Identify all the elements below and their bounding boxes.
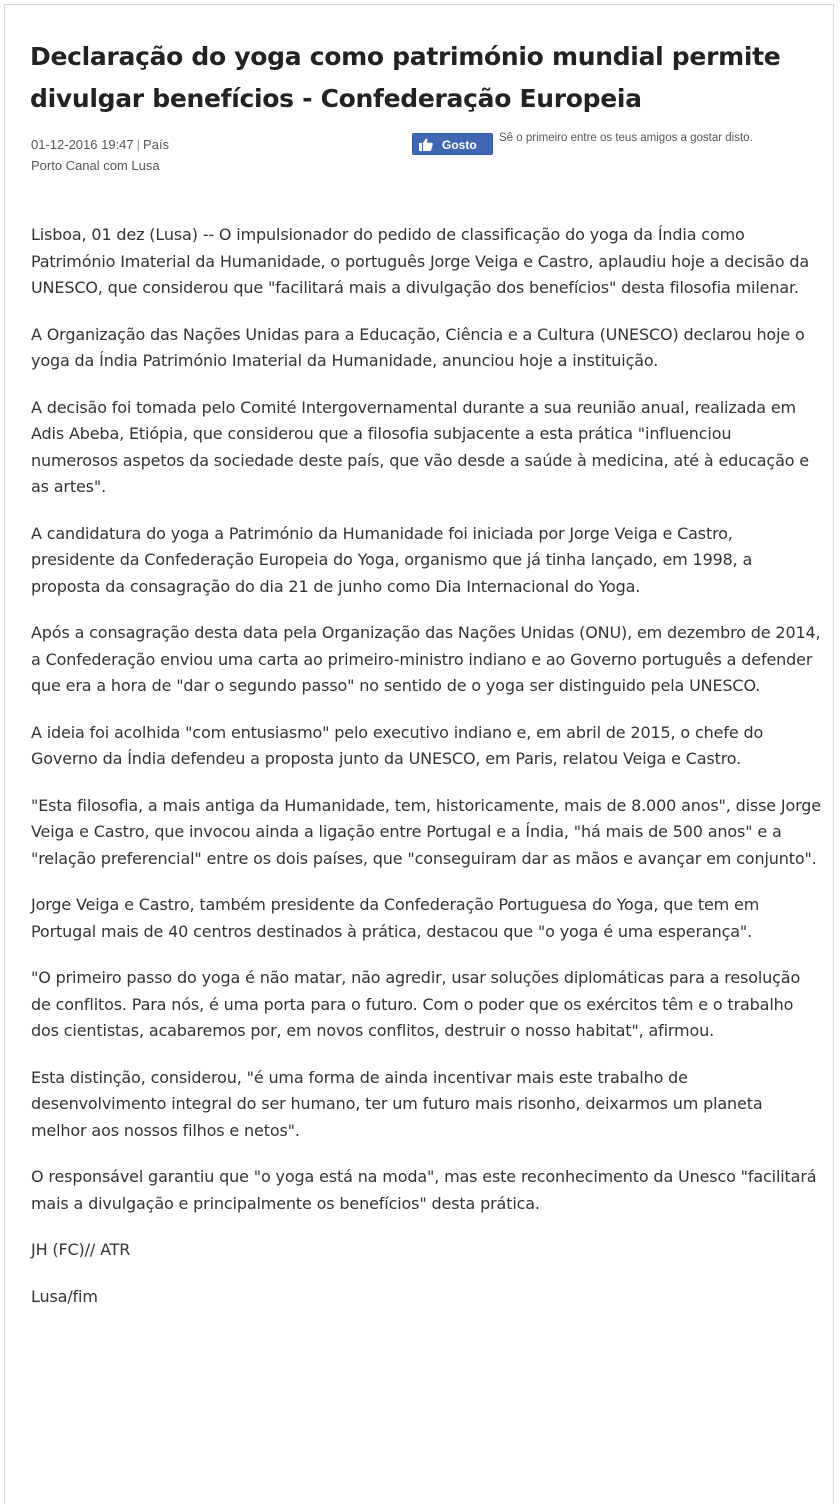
article-section-link[interactable]: País <box>143 137 170 152</box>
facebook-like-button[interactable] <box>412 133 493 155</box>
article-meta <box>31 134 169 176</box>
article-paragraph: Lusa/fim <box>31 1286 98 1306</box>
facebook-like-widget <box>412 131 812 171</box>
thumbs-up-icon <box>419 138 433 151</box>
article-paragraph: O responsável garantiu que "o yoga está na moda", mas este reconhecimento da Unesco "facilitará mais a divulgação e principalmente os benefícios" desta prática. <box>31 1167 817 1213</box>
article-paragraph: "Esta filosofia, a mais antiga da Humanidade, tem, historicamente, mais de 8.000 anos", disse Jorge Veiga e Castro, que invocou ainda a ligação entre Portugal e a Índia, "há mais de 500 anos" e a "relação preferencial" entre os dois países, que "conseguiram dar as mãos e avançar em conjunto". <box>31 795 821 868</box>
article-paragraph: Após a consagração desta data pela Organização das Nações Unidas (ONU), em dezembro de 2014, a Confederação enviou uma carta ao primeiro-ministro indiano e ao Governo português a defender que era a hora de "dar o segundo passo" no sentido de o yoga ser distinguido pela UNESCO. <box>31 623 821 695</box>
like-button-label: Gosto <box>442 138 477 152</box>
meta-separator: | <box>136 137 141 152</box>
article-paragraph: Jorge Veiga e Castro, também presidente da Confederação Portuguesa do Yoga, que tem em Portugal mais de 40 centros destinados à prática, destacou que "o yoga é uma esperança". <box>31 895 760 941</box>
facebook-social-text: Sê o primeiro entre os teus amigos a gostar disto. <box>499 132 753 144</box>
article-paragraph: A ideia foi acolhida "com entusiasmo" pelo executivo indiano e, em abril de 2015, o chefe do Governo da Índia defendeu a proposta junto da UNESCO, em Paris, relatou Veiga e Castro. <box>31 722 764 768</box>
article-paragraph: Esta distinção, considerou, "é uma forma de ainda incentivar mais este trabalho de desenvolvimento integral do ser humano, ter um futuro mais risonho, deixarmos um planeta melhor aos nossos filhos e netos". <box>31 1067 763 1140</box>
article-paragraph: JH (FC)// ATR <box>31 1240 131 1259</box>
article-datetime: 01-12-2016 19:47 <box>31 137 134 152</box>
article-body <box>31 222 821 1330</box>
article-paragraph: A Organização das Nações Unidas para a Educação, Ciência e a Cultura (UNESCO) declarou hoje o yoga da Índia Património Imaterial da Humanidade, anunciou hoje a instituição. <box>31 324 805 370</box>
article-paragraph: "O primeiro passo do yoga é não matar, não agredir, usar soluções diplomáticas para a resolução de conflitos. Para nós, é uma porta para o futuro. Com o poder que os exércitos têm e o trabalho dos cientistas, acabaremos por, em novos conflitos, destruir o nosso habitat", afirmou. <box>31 968 801 1040</box>
article-source: Porto Canal com Lusa <box>31 158 160 173</box>
article-paragraph: A decisão foi tomada pelo Comité Intergovernamental durante a sua reunião anual, realizada em Adis Abeba, Etiópia, que considerou que a filosofia subjacente a esta prática "influenciou numerosos aspetos da sociedade deste país, que vão desde a saúde à medicina, até à educação e as artes". <box>31 397 810 496</box>
article-title: Declaração do yoga como património mundial permite divulgar benefícios - Confederação Europeia <box>30 42 781 113</box>
article-paragraph: A candidatura do yoga a Património da Humanidade foi iniciada por Jorge Veiga e Castro, presidente da Confederação Europeia do Yoga, organismo que já tinha lançado, em 1998, a proposta da consagração do dia 21 de junho como Dia Internacional do Yoga. <box>31 523 753 596</box>
article-paragraph: Lisboa, 01 dez (Lusa) -- O impulsionador do pedido de classificação do yoga da Índia como Património Imaterial da Humanidade, o português Jorge Veiga e Castro, aplaudiu hoje a decisão da UNESCO, que considerou que "facilitará mais a divulgação dos benefícios" desta filosofia milenar. <box>31 225 809 297</box>
